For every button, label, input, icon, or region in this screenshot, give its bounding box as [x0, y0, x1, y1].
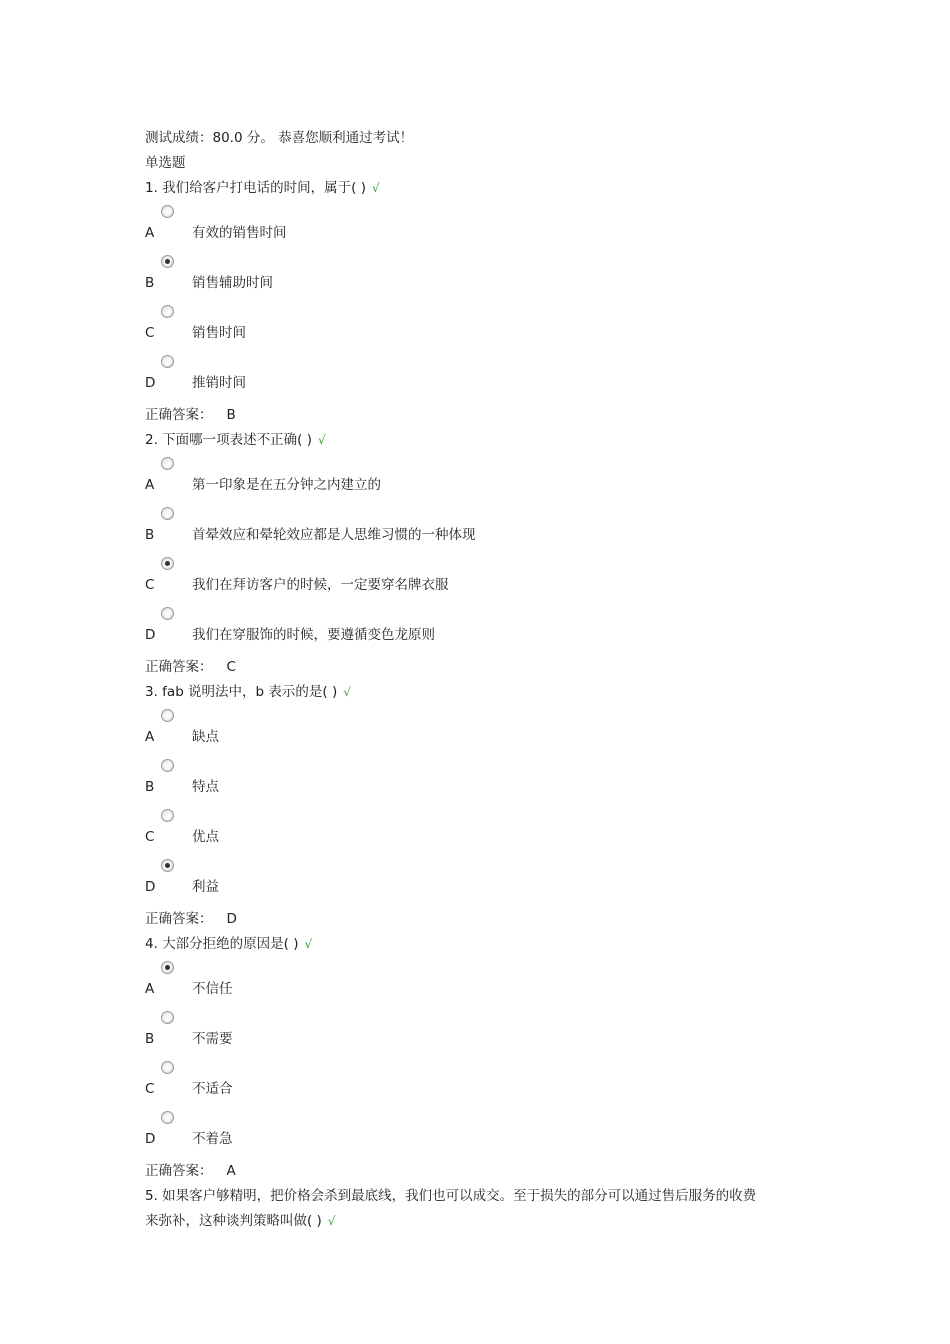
option-text: 推销时间 — [192, 375, 246, 391]
question-text: 4. 大部分拒绝的原因是( ) √ — [145, 936, 313, 952]
option-text: 不着急 — [192, 1131, 233, 1147]
option-b[interactable] — [145, 1007, 825, 1057]
radio-button[interactable] — [161, 457, 174, 470]
option-a[interactable] — [145, 201, 825, 251]
option-letter: B — [145, 275, 155, 291]
answer-value: B — [226, 407, 236, 423]
option-b[interactable] — [145, 755, 825, 805]
answer-value: D — [226, 911, 237, 927]
answer-value: A — [226, 1163, 236, 1179]
radio-button[interactable] — [161, 759, 174, 772]
radio-button[interactable] — [161, 607, 174, 620]
option-a[interactable] — [145, 453, 825, 503]
radio-button-selected[interactable] — [161, 961, 174, 974]
option-d[interactable] — [145, 855, 825, 905]
option-d[interactable] — [145, 1107, 825, 1157]
option-c[interactable] — [145, 805, 825, 855]
radio-button-selected[interactable] — [161, 255, 174, 268]
radio-button-selected[interactable] — [161, 859, 174, 872]
option-b[interactable] — [145, 251, 825, 301]
option-letter: B — [145, 779, 155, 795]
option-text: 不适合 — [192, 1081, 233, 1097]
radio-button[interactable] — [161, 709, 174, 722]
question-5 — [145, 1184, 825, 1234]
option-letter: D — [145, 627, 156, 643]
option-c[interactable] — [145, 553, 825, 603]
radio-button[interactable] — [161, 809, 174, 822]
option-letter: C — [145, 829, 155, 845]
correct-check-icon: √ — [304, 937, 313, 951]
question-text-line-2: 来弥补，这种谈判策略叫做( ) √ — [145, 1213, 336, 1229]
radio-button[interactable] — [161, 1011, 174, 1024]
radio-button[interactable] — [161, 305, 174, 318]
option-letter: D — [145, 1131, 156, 1147]
option-c[interactable] — [145, 301, 825, 351]
option-text: 不需要 — [192, 1031, 233, 1047]
answer-value: C — [226, 659, 236, 675]
option-letter: B — [145, 527, 155, 543]
radio-button[interactable] — [161, 355, 174, 368]
correct-check-icon: √ — [318, 433, 326, 447]
question-4 — [145, 932, 825, 1184]
radio-button[interactable] — [161, 205, 174, 218]
option-text: 缺点 — [192, 729, 219, 745]
option-letter: A — [145, 225, 155, 241]
option-text: 第一印象是在五分钟之内建立的 — [192, 477, 381, 493]
option-letter: C — [145, 1081, 155, 1097]
option-text: 我们在穿服饰的时候，要遵循变色龙原则 — [192, 627, 435, 643]
option-text: 利益 — [192, 879, 219, 895]
question-text: 1. 我们给客户打电话的时间，属于( ) √ — [145, 180, 380, 196]
option-text: 特点 — [192, 779, 219, 795]
option-text: 销售时间 — [192, 325, 246, 341]
option-letter: A — [145, 477, 155, 493]
section-title: 单选题 — [145, 155, 186, 171]
question-3 — [145, 680, 825, 932]
question-text: 2. 下面哪一项表述不正确( ) √ — [145, 432, 326, 448]
option-letter: A — [145, 981, 155, 997]
option-text: 有效的销售时间 — [192, 225, 287, 241]
option-b[interactable] — [145, 503, 825, 553]
option-text: 我们在拜访客户的时候，一定要穿名牌衣服 — [192, 577, 449, 593]
score-line: 测试成绩：80.0 分。 恭喜您顺利通过考试！ — [145, 130, 414, 146]
correct-answer: 正确答案： C — [145, 659, 236, 675]
radio-button[interactable] — [161, 1061, 174, 1074]
option-text: 首晕效应和晕轮效应都是人思维习惯的一种体现 — [192, 527, 476, 543]
option-text: 销售辅助时间 — [192, 275, 273, 291]
option-c[interactable] — [145, 1057, 825, 1107]
correct-check-icon: √ — [372, 181, 380, 195]
option-letter: D — [145, 879, 156, 895]
option-letter: C — [145, 577, 155, 593]
quiz-document — [145, 126, 825, 1234]
radio-button[interactable] — [161, 507, 174, 520]
question-text: 3. fab 说明法中，b 表示的是( ) √ — [145, 684, 351, 700]
correct-check-icon: √ — [327, 1214, 336, 1228]
correct-answer: 正确答案： A — [145, 1163, 236, 1179]
question-text-line-1: 5. 如果客户够精明，把价格会杀到最底线，我们也可以成交。至于损失的部分可以通过售后服务的收费 — [145, 1188, 757, 1204]
radio-button-selected[interactable] — [161, 557, 174, 570]
question-1 — [145, 176, 825, 428]
question-2 — [145, 428, 825, 680]
option-d[interactable] — [145, 603, 825, 653]
option-letter: B — [145, 1031, 155, 1047]
correct-check-icon: √ — [343, 685, 351, 699]
option-letter: A — [145, 729, 155, 745]
option-a[interactable] — [145, 705, 825, 755]
option-text: 优点 — [192, 829, 219, 845]
option-letter: D — [145, 375, 156, 391]
radio-button[interactable] — [161, 1111, 174, 1124]
option-d[interactable] — [145, 351, 825, 401]
correct-answer: 正确答案： D — [145, 911, 237, 927]
option-letter: C — [145, 325, 155, 341]
option-a[interactable] — [145, 957, 825, 1007]
option-text: 不信任 — [192, 981, 233, 997]
correct-answer: 正确答案： B — [145, 407, 236, 423]
